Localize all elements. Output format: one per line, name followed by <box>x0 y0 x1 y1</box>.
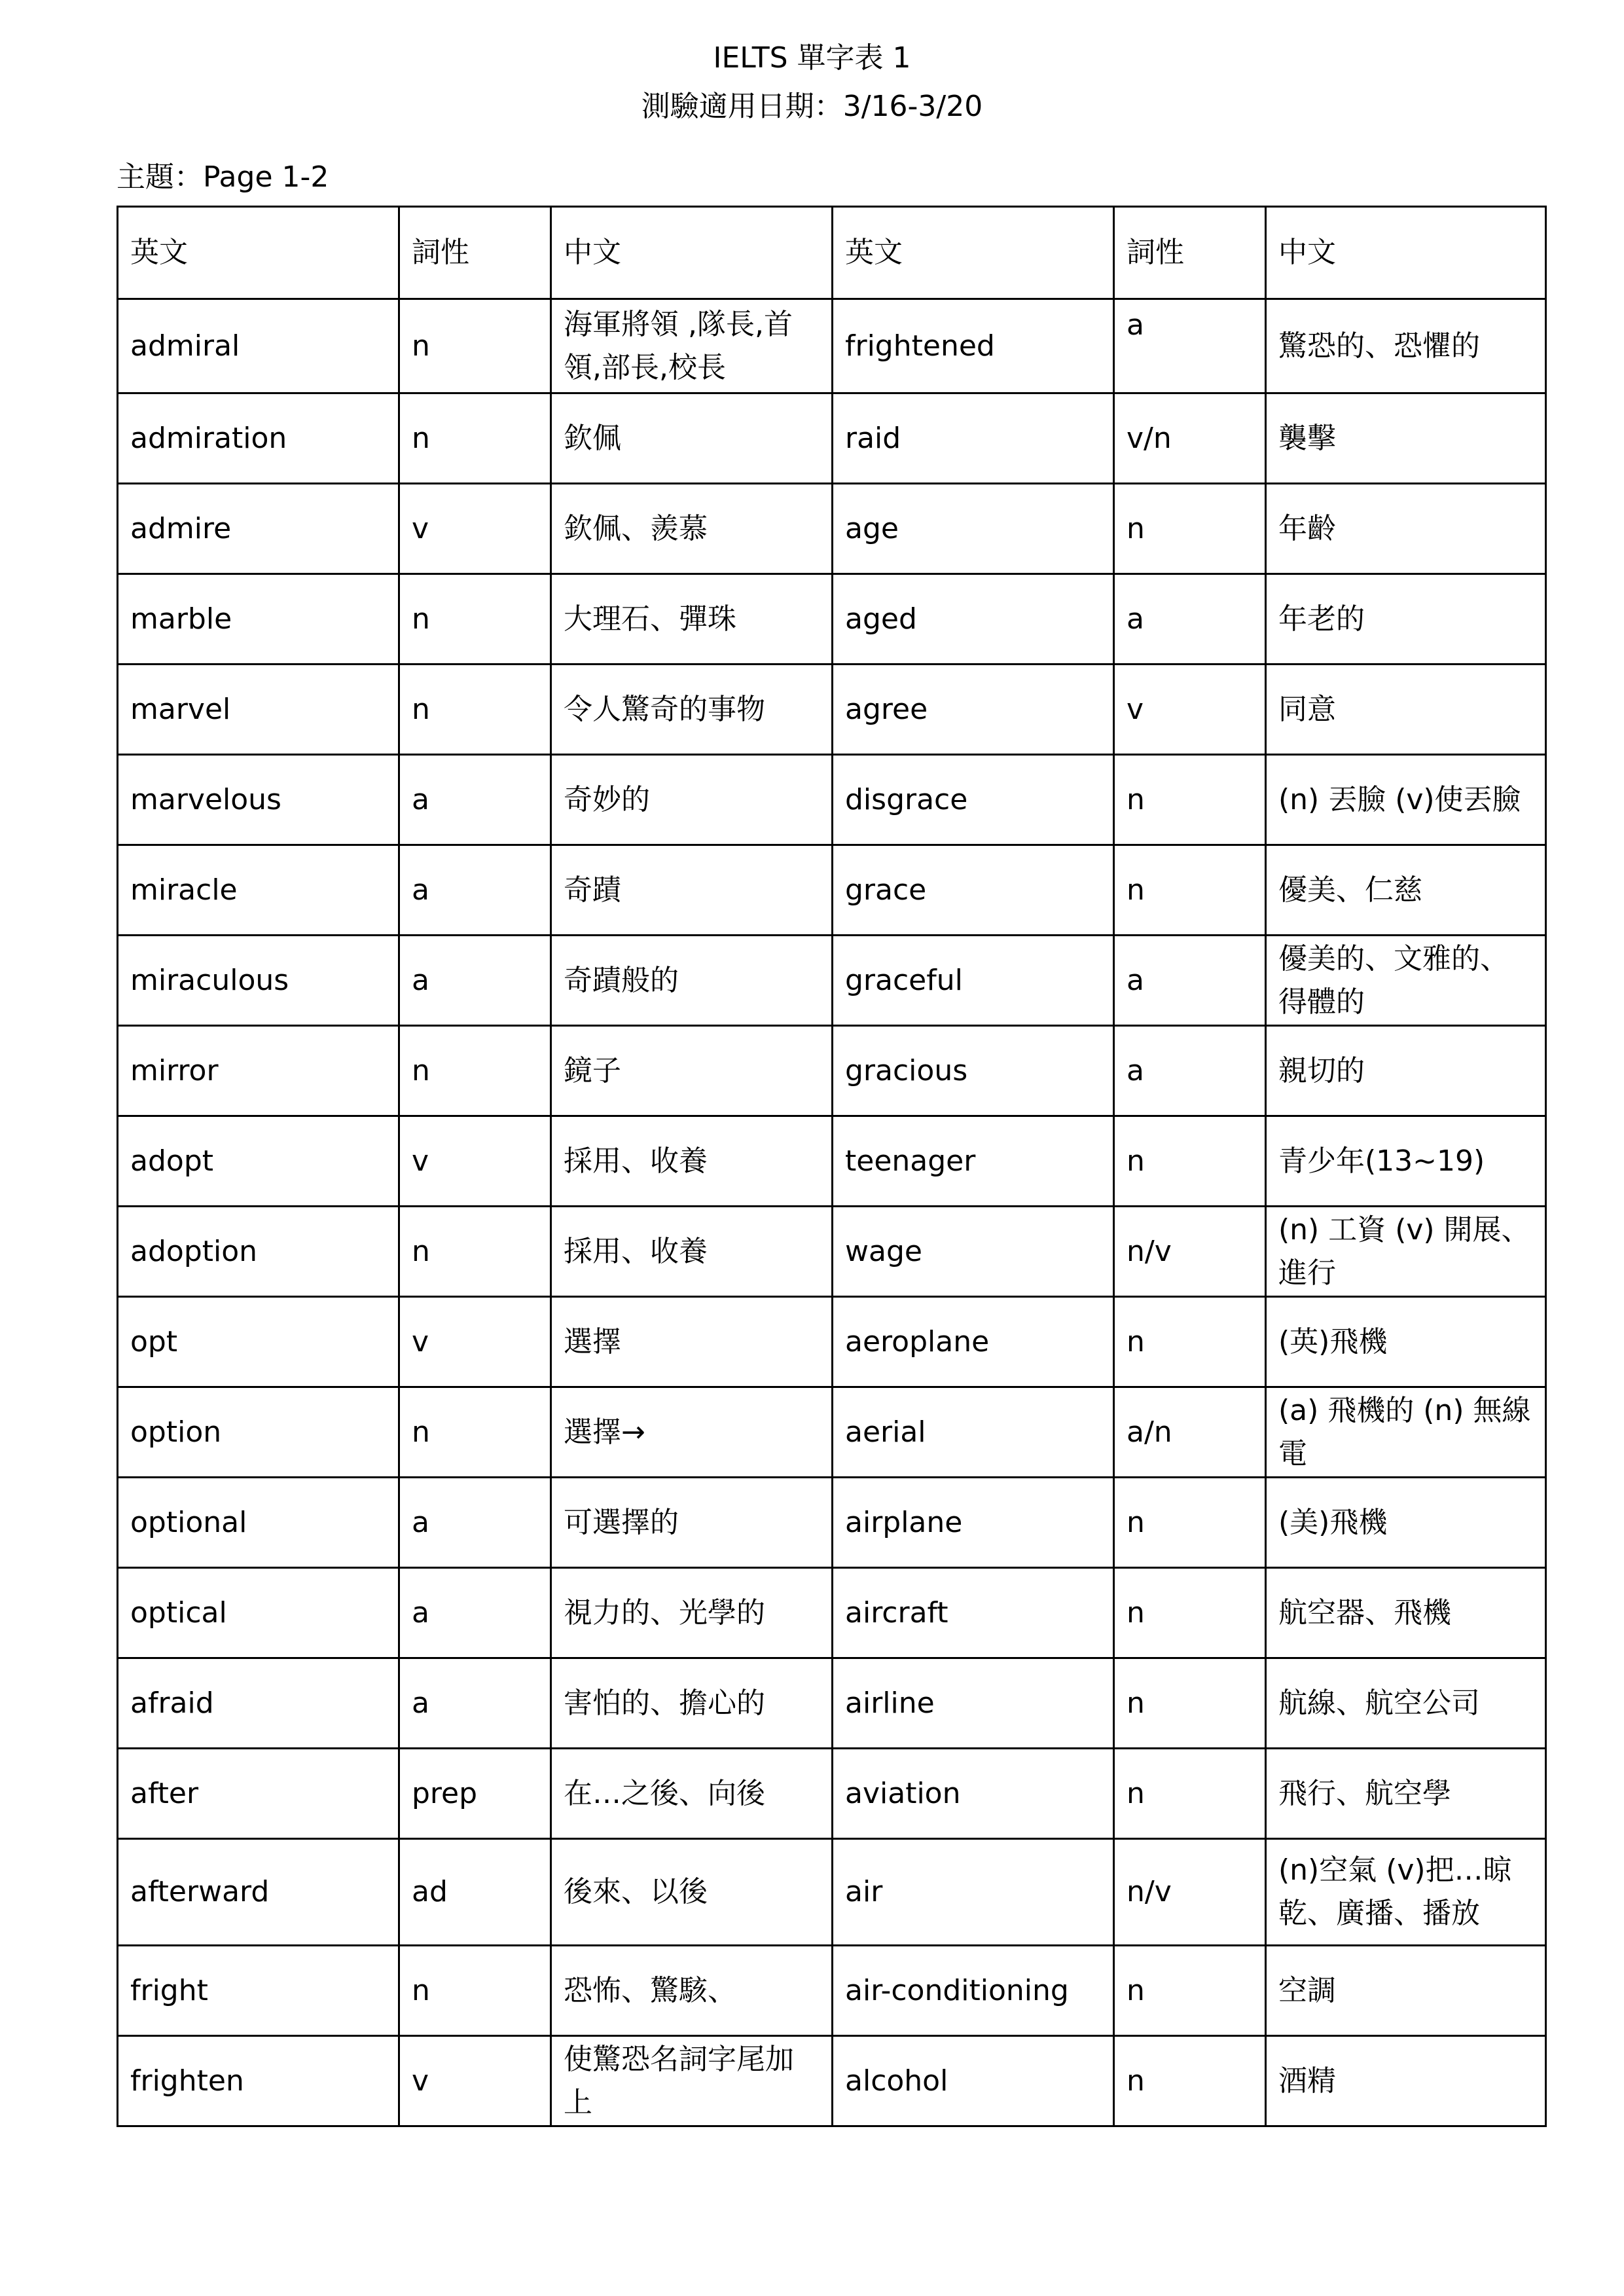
word-english: wage <box>833 1207 1114 1297</box>
word-chinese: 親切的 <box>1266 1026 1546 1116</box>
word-english: teenager <box>833 1116 1114 1207</box>
word-pos: n <box>1114 484 1266 574</box>
word-chinese: 害怕的、擔心的 <box>551 1658 833 1749</box>
word-chinese: 奇蹟般的 <box>551 936 833 1026</box>
word-chinese: 奇蹟 <box>551 845 833 936</box>
word-chinese: 使驚恐名詞字尾加上 <box>551 2036 833 2126</box>
word-english: admiration <box>118 393 399 484</box>
word-chinese: 襲擊 <box>1266 393 1546 484</box>
word-pos: ad <box>399 1839 551 1946</box>
word-pos: v/n <box>1114 393 1266 484</box>
word-english: aviation <box>833 1749 1114 1839</box>
word-pos: v <box>399 1297 551 1387</box>
table-row <box>118 1658 1546 1749</box>
word-pos: prep <box>399 1749 551 1839</box>
word-pos: v <box>399 1116 551 1207</box>
word-pos: n <box>1114 1568 1266 1658</box>
table-row <box>118 665 1546 755</box>
word-english: adopt <box>118 1116 399 1207</box>
word-english: miracle <box>118 845 399 936</box>
word-pos: a/n <box>1114 1387 1266 1478</box>
word-chinese: (n) 丟臉 (v)使丟臉 <box>1266 755 1546 845</box>
word-chinese: 年齡 <box>1266 484 1546 574</box>
document-title: IELTS 單字表 1 <box>713 41 911 75</box>
word-english: adoption <box>118 1207 399 1297</box>
header-chinese-2: 中文 <box>1266 207 1546 299</box>
word-chinese: 令人驚奇的事物 <box>551 665 833 755</box>
word-pos: v <box>399 484 551 574</box>
word-chinese: 選擇 <box>551 1297 833 1387</box>
word-english: airline <box>833 1658 1114 1749</box>
word-english: agree <box>833 665 1114 755</box>
word-pos: a <box>399 845 551 936</box>
word-pos: n <box>399 299 551 393</box>
word-english: opt <box>118 1297 399 1387</box>
word-english: airplane <box>833 1478 1114 1568</box>
word-english: admiral <box>118 299 399 393</box>
word-pos: n <box>399 1387 551 1478</box>
word-chinese: 同意 <box>1266 665 1546 755</box>
word-pos: a <box>1114 1026 1266 1116</box>
header-pos-1: 詞性 <box>399 207 551 299</box>
word-english: marvelous <box>118 755 399 845</box>
word-english: admire <box>118 484 399 574</box>
table-row <box>118 484 1546 574</box>
table-row <box>118 1116 1546 1207</box>
table-row <box>118 755 1546 845</box>
word-english: alcohol <box>833 2036 1114 2126</box>
table-row <box>118 845 1546 936</box>
table-row <box>118 1478 1546 1568</box>
word-pos: n <box>1114 1946 1266 2036</box>
word-chinese: 航空器、飛機 <box>1266 1568 1546 1658</box>
word-pos: n <box>1114 1749 1266 1839</box>
header-pos-2: 詞性 <box>1114 207 1266 299</box>
word-pos: n/v <box>1114 1839 1266 1946</box>
word-english: optical <box>118 1568 399 1658</box>
word-english: aged <box>833 574 1114 665</box>
table-header-row <box>118 207 1546 299</box>
word-chinese: 選擇→ <box>551 1387 833 1478</box>
table-row <box>118 1297 1546 1387</box>
word-chinese: 在…之後、向後 <box>551 1749 833 1839</box>
word-chinese: (n) 工資 (v) 開展、進行 <box>1266 1207 1546 1297</box>
word-english: air-conditioning <box>833 1946 1114 2036</box>
word-chinese: 驚恐的、恐懼的 <box>1266 299 1546 393</box>
word-pos: n <box>1114 1116 1266 1207</box>
table-row <box>118 2036 1546 2126</box>
word-pos: n <box>399 1946 551 2036</box>
word-english: afterward <box>118 1839 399 1946</box>
word-chinese: 恐怖、驚駭、 <box>551 1946 833 2036</box>
word-english: afraid <box>118 1658 399 1749</box>
word-pos: a <box>399 1568 551 1658</box>
vocabulary-table <box>117 206 1547 2127</box>
word-english: gracious <box>833 1026 1114 1116</box>
word-pos: n <box>1114 755 1266 845</box>
word-pos: a <box>399 1478 551 1568</box>
word-pos: a <box>399 755 551 845</box>
word-chinese: (英)飛機 <box>1266 1297 1546 1387</box>
table-row <box>118 1207 1546 1297</box>
word-english: aircraft <box>833 1568 1114 1658</box>
table-row <box>118 1387 1546 1478</box>
word-pos: n/v <box>1114 1207 1266 1297</box>
word-chinese: 大理石、彈珠 <box>551 574 833 665</box>
word-english: marble <box>118 574 399 665</box>
table-row <box>118 299 1546 393</box>
word-pos: a <box>1114 574 1266 665</box>
word-chinese: 欽佩 <box>551 393 833 484</box>
table-row <box>118 393 1546 484</box>
word-english: graceful <box>833 936 1114 1026</box>
word-pos: n <box>399 574 551 665</box>
table-row <box>118 574 1546 665</box>
word-english: raid <box>833 393 1114 484</box>
word-pos: n <box>1114 2036 1266 2126</box>
table-row <box>118 1946 1546 2036</box>
word-chinese: (n)空氣 (v)把…晾乾、廣播、播放 <box>1266 1839 1546 1946</box>
word-english: aeroplane <box>833 1297 1114 1387</box>
word-pos: v <box>1114 665 1266 755</box>
table-row <box>118 1568 1546 1658</box>
table-row <box>118 1749 1546 1839</box>
topic-label: 主題：Page 1-2 <box>117 160 329 194</box>
table-row <box>118 936 1546 1026</box>
word-english: frightened <box>833 299 1114 393</box>
word-pos: n <box>1114 845 1266 936</box>
word-chinese: 優美、仁慈 <box>1266 845 1546 936</box>
word-chinese: 後來、以後 <box>551 1839 833 1946</box>
word-pos: a <box>1114 299 1266 393</box>
word-english: air <box>833 1839 1114 1946</box>
word-english: disgrace <box>833 755 1114 845</box>
word-english: frighten <box>118 2036 399 2126</box>
word-pos: n <box>399 393 551 484</box>
word-chinese: 海軍將領 ,隊長,首領,部長,校長 <box>551 299 833 393</box>
word-english: aerial <box>833 1387 1114 1478</box>
word-english: after <box>118 1749 399 1839</box>
word-pos: n <box>399 1026 551 1116</box>
word-chinese: 視力的、光學的 <box>551 1568 833 1658</box>
word-chinese: 優美的、文雅的、得體的 <box>1266 936 1546 1026</box>
word-chinese: 青少年(13~19) <box>1266 1116 1546 1207</box>
table-row <box>118 1026 1546 1116</box>
word-english: optional <box>118 1478 399 1568</box>
word-pos: n <box>399 1207 551 1297</box>
word-pos: n <box>1114 1658 1266 1749</box>
header-english-2: 英文 <box>833 207 1114 299</box>
word-pos: a <box>1114 936 1266 1026</box>
header-english-1: 英文 <box>118 207 399 299</box>
word-chinese: 可選擇的 <box>551 1478 833 1568</box>
word-chinese: 採用、收養 <box>551 1116 833 1207</box>
word-english: grace <box>833 845 1114 936</box>
word-chinese: 年老的 <box>1266 574 1546 665</box>
word-chinese: (美)飛機 <box>1266 1478 1546 1568</box>
word-english: fright <box>118 1946 399 2036</box>
word-chinese: 酒精 <box>1266 2036 1546 2126</box>
word-pos: a <box>399 1658 551 1749</box>
word-english: mirror <box>118 1026 399 1116</box>
word-chinese: 欽佩、羨慕 <box>551 484 833 574</box>
word-chinese: 鏡子 <box>551 1026 833 1116</box>
word-pos: a <box>399 936 551 1026</box>
word-chinese: (a) 飛機的 (n) 無線電 <box>1266 1387 1546 1478</box>
word-chinese: 航線、航空公司 <box>1266 1658 1546 1749</box>
word-english: miraculous <box>118 936 399 1026</box>
table-row <box>118 1839 1546 1946</box>
word-chinese: 空調 <box>1266 1946 1546 2036</box>
document-header <box>0 34 1624 131</box>
word-english: marvel <box>118 665 399 755</box>
word-english: age <box>833 484 1114 574</box>
word-pos: v <box>399 2036 551 2126</box>
word-chinese: 飛行、航空學 <box>1266 1749 1546 1839</box>
word-chinese: 採用、收養 <box>551 1207 833 1297</box>
test-date-range: 測驗適用日期：3/16-3/20 <box>641 90 983 123</box>
word-chinese: 奇妙的 <box>551 755 833 845</box>
word-pos: n <box>399 665 551 755</box>
word-pos: n <box>1114 1297 1266 1387</box>
header-chinese-1: 中文 <box>551 207 833 299</box>
word-english: option <box>118 1387 399 1478</box>
word-pos: n <box>1114 1478 1266 1568</box>
